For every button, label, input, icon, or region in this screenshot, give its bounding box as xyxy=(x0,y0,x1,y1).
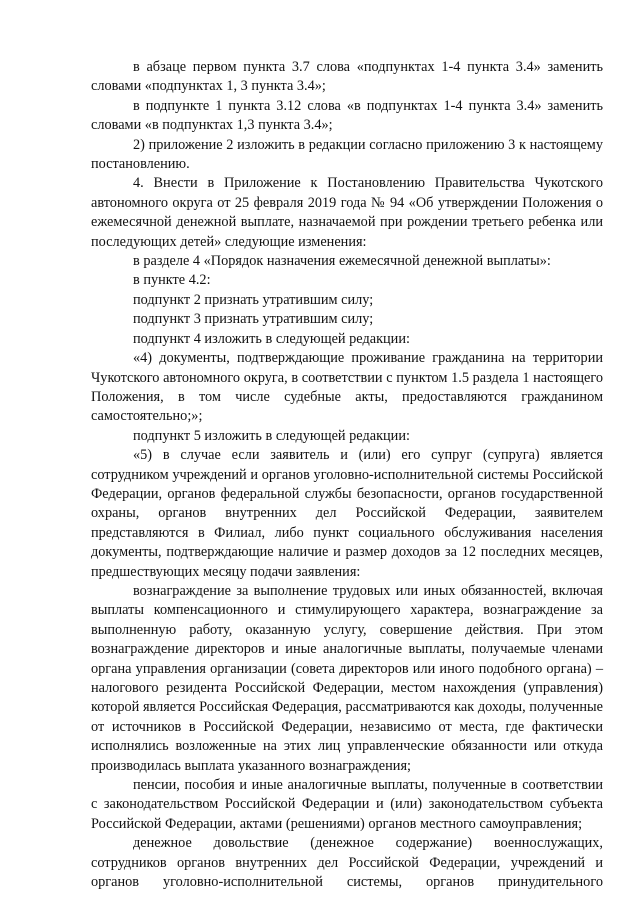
paragraph: пенсии, пособия и иные аналогичные выплаты, полученные в соответствии с законодательством Российской Федерации и (или) законодательством субъекта Российской Федерации, актами (решениями) органов местного самоуправления; xyxy=(91,777,603,832)
paragraph: 4. Внести в Приложение к Постановлению Правительства Чукотского автономного округа от 25 февраля 2019 года № 94 «Об утверждении Положения о ежемесячной денежной выплате, назначаемой при рождении третьего ребенка или последующих детей» следующие изменения: xyxy=(91,175,603,250)
paragraph: в подпункте 1 пункта 3.12 слова «в подпунктах 1-4 пункта 3.4» заменить словами «в подпунктах 1,3 пункта 3.4»; xyxy=(91,97,603,134)
paragraph: подпункт 2 признать утратившим силу; xyxy=(133,291,374,308)
paragraph: подпункт 4 изложить в следующей редакции: xyxy=(133,330,410,347)
paragraph-continued: денежное довольствие (денежное содержание) военнослужащих, сотрудников органов внутренних дел Российской Федерации, учреждений и органов уголовно-исполнительной системы, органов принудительного xyxy=(91,835,603,891)
document-page xyxy=(91,58,603,892)
paragraph: в разделе 4 «Порядок назначения ежемесячной денежной выплаты»: xyxy=(133,253,551,270)
paragraph: «4) документы, подтверждающие проживание гражданина на территории Чукотского автономного округа, в соответствии с пунктом 1.5 раздела 1 настоящего Положения, в том числе судебные акты, предоставляются гражданином самостоятельно;»; xyxy=(91,350,603,425)
paragraph: в пункте 4.2: xyxy=(133,272,211,289)
paragraph: подпункт 3 признать утратившим силу; xyxy=(133,311,374,328)
paragraph: вознаграждение за выполнение трудовых или иных обязанностей, включая выплаты компенсационного и стимулирующего характера, вознаграждение за выполненную работу, оказанную услугу, совершение действия. При этом вознаграждение директоров и иные аналогичные выплаты, получаемые членами органа управления организации (совета директоров или иного подобного органа) – налогового резидента Российской Федерации, местом нахождения (управления) которой является Российская Федерация, рассматриваются как доходы, полученные от источников в Российской Федерации, независимо от места, где фактически исполнялись возложенные на этих лиц управленческие обязанности или откуда производилась выплата указанного вознаграждения; xyxy=(91,582,603,774)
paragraph: «5) в случае если заявитель и (или) его супруг (супруга) является сотрудником учреждений и органов уголовно-исполнительной системы Российской Федерации, органов федеральной службы безопасности, органов государственной охраны, органов внутренних дел Российской Федерации, заявителем представляются в Филиал, либо пункт социального обслуживания населения документы, подтверждающие наличие и размер доходов за 12 последних месяцев, предшествующих месяцу подачи заявления: xyxy=(91,447,603,580)
paragraph: 2) приложение 2 изложить в редакции согласно приложению 3 к настоящему постановлению. xyxy=(91,136,603,173)
paragraph: подпункт 5 изложить в следующей редакции: xyxy=(133,427,410,444)
paragraph: в абзаце первом пункта 3.7 слова «подпунктах 1-4 пункта 3.4» заменить словами «подпунктах 1, 3 пункта 3.4»; xyxy=(91,59,603,95)
